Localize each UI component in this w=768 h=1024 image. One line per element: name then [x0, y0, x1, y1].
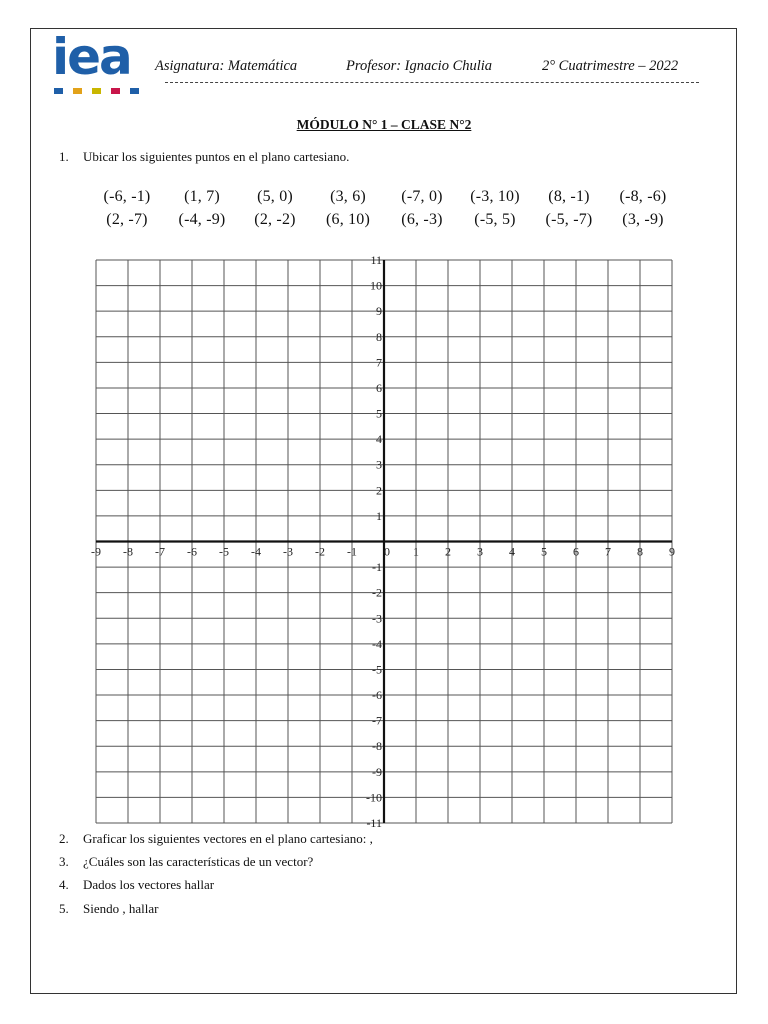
exercise-number: 4. [59, 877, 69, 892]
y-tick-label: -1 [372, 560, 382, 575]
iea-logo [52, 28, 142, 96]
point-label: (2, -2) [254, 211, 296, 228]
exercise-2 [59, 831, 373, 847]
exercise-text: Dados los vectores hallar [83, 877, 215, 892]
x-tick-label: 5 [541, 544, 547, 559]
y-tick-label: -11 [366, 816, 382, 830]
header-divider [165, 82, 699, 83]
x-tick-label: -6 [187, 544, 197, 559]
y-tick-label: 2 [376, 483, 382, 498]
x-tick-label: -3 [283, 544, 293, 559]
cartesian-plane [86, 250, 686, 830]
point-label: (2, -7) [106, 211, 148, 228]
point-label: (-8, -6) [619, 188, 667, 205]
x-tick-label: 8 [637, 544, 643, 559]
y-tick-label: 9 [376, 304, 382, 319]
x-tick-label: 6 [573, 544, 579, 559]
logo-color-square [92, 88, 101, 94]
y-tick-label: -5 [372, 662, 382, 677]
point-label: (-5, 5) [474, 211, 516, 228]
exercise-1 [59, 149, 349, 165]
x-tick-label: 4 [509, 544, 515, 559]
point-label: (-4, -9) [178, 211, 226, 228]
y-tick-label: 1 [376, 508, 382, 523]
y-tick-label: -6 [372, 688, 382, 703]
header-term: 2° Cuatrimestre – 2022 [542, 58, 679, 74]
header-teacher: Profesor: Ignacio Chulia [346, 58, 493, 74]
y-tick-label: 6 [376, 380, 382, 395]
y-tick-label: -2 [372, 585, 382, 600]
point-label: (3, 6) [330, 188, 366, 205]
y-tick-label: -10 [366, 790, 382, 805]
y-tick-label: 5 [376, 406, 382, 421]
module-title: MÓDULO N° 1 – CLASE N°2 [296, 117, 472, 132]
x-tick-label: -4 [251, 544, 261, 559]
point-label: (3, -9) [622, 211, 664, 228]
y-tick-label: 7 [376, 355, 382, 370]
y-tick-label: 10 [370, 278, 382, 293]
logo-color-square [73, 88, 82, 94]
x-tick-label: -7 [155, 544, 165, 559]
y-tick-label: -8 [372, 739, 382, 754]
x-tick-label: 7 [605, 544, 611, 559]
x-tick-label: 9 [669, 544, 675, 559]
logo-color-square [130, 88, 139, 94]
logo-wordmark: iea [52, 28, 131, 86]
x-tick-label: 2 [445, 544, 451, 559]
x-tick-label: -1 [347, 544, 357, 559]
x-tick-label: 1 [413, 544, 419, 559]
exercise-text: Siendo , hallar [83, 901, 159, 916]
y-tick-label: 8 [376, 329, 382, 344]
point-label: (-6, -1) [103, 188, 151, 205]
exercise-3 [59, 854, 313, 870]
x-tick-label: -2 [315, 544, 325, 559]
logo-color-square [54, 88, 63, 94]
exercise-number: 5. [59, 901, 69, 916]
y-tick-label: -9 [372, 764, 382, 779]
exercise-number: 3. [59, 854, 69, 869]
exercise-text: Graficar los siguientes vectores en el plano cartesiano: , [83, 831, 373, 846]
y-tick-label: 4 [376, 432, 382, 447]
point-label: (6, -3) [401, 211, 443, 228]
y-tick-label: -4 [372, 636, 382, 651]
exercise-5 [59, 901, 158, 917]
header-subject: Asignatura: Matemática [155, 58, 298, 74]
x-tick-label: -8 [123, 544, 133, 559]
point-label: (-7, 0) [401, 188, 443, 205]
exercise-text: ¿Cuáles son las características de un vector? [83, 854, 314, 869]
point-label: (-5, -7) [545, 211, 593, 228]
exercise-number: 2. [59, 831, 69, 846]
x-tick-label: 3 [477, 544, 483, 559]
exercise-4 [59, 877, 214, 893]
x-tick-label: -9 [91, 544, 101, 559]
y-tick-label: -3 [372, 611, 382, 626]
logo-color-square [111, 88, 120, 94]
exercise-number: 1. [59, 149, 69, 164]
y-tick-label: -7 [372, 713, 382, 728]
point-label: (6, 10) [325, 211, 371, 228]
x-tick-label: 0 [384, 544, 390, 559]
point-label: (5, 0) [257, 188, 293, 205]
point-label: (1, 7) [184, 188, 220, 205]
x-tick-label: -5 [219, 544, 229, 559]
point-label: (-3, 10) [470, 188, 520, 205]
y-tick-label: 11 [370, 253, 382, 267]
point-label: (8, -1) [548, 188, 590, 205]
y-tick-label: 3 [376, 457, 382, 472]
exercise-text: Ubicar los siguientes puntos en el plano cartesiano. [83, 149, 350, 164]
